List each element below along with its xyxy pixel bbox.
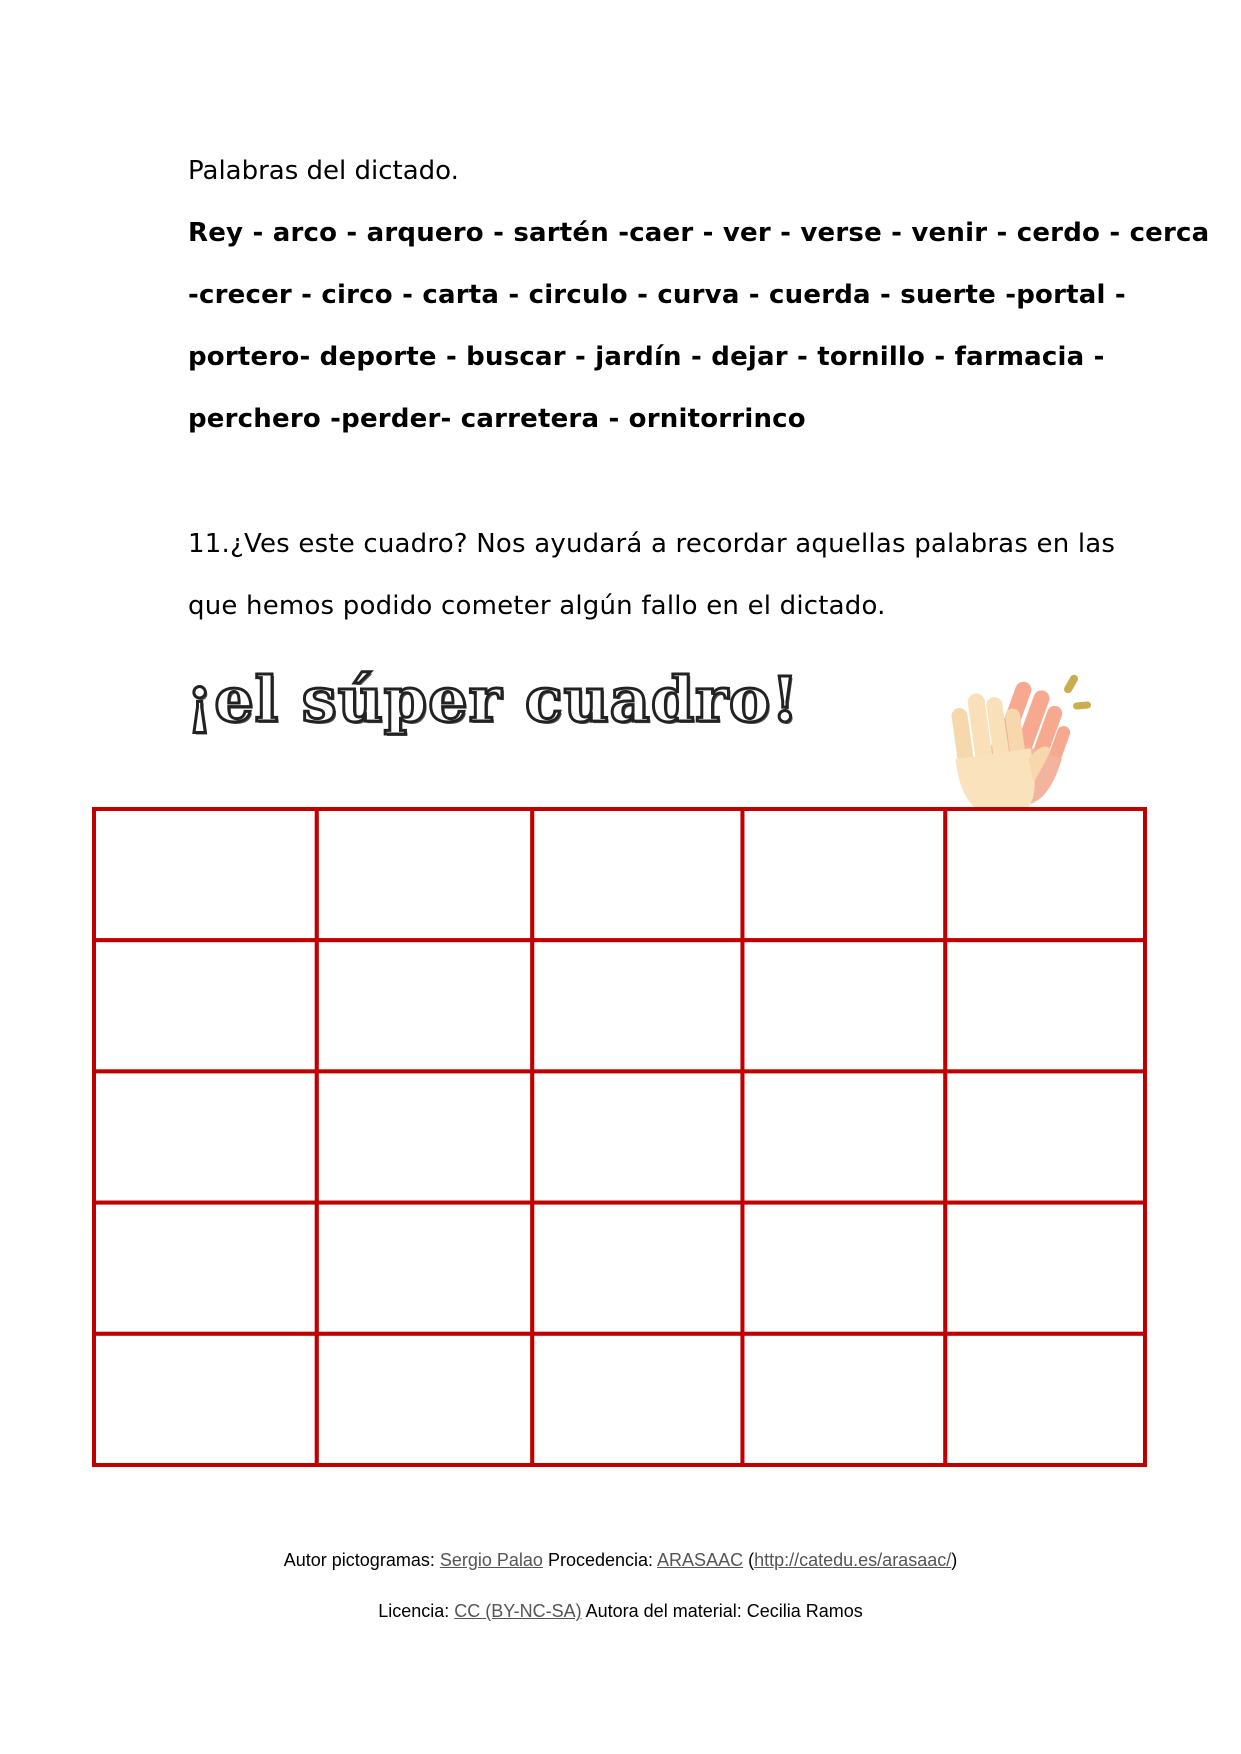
grid-cell — [532, 1334, 742, 1465]
footer-material-label: Autora del material: — [585, 1601, 742, 1621]
grid-cell — [94, 1334, 317, 1465]
dictation-heading: Palabras del dictado. — [188, 156, 459, 186]
clapping-hands-icon — [935, 662, 1095, 822]
grid-cell — [742, 1203, 945, 1334]
super-cuadro-title: ¡el súper cuadro! — [186, 663, 800, 736]
footer-license-line — [0, 1599, 1241, 1623]
grid-cell — [94, 809, 317, 940]
dictation-words-line-2: -crecer - circo - carta - circulo - curva - cuerda - suerte -portal - — [188, 280, 1126, 310]
grid-cell — [317, 940, 532, 1071]
grid-cell — [317, 1071, 532, 1202]
footer-material-author: Cecilia Ramos — [746, 1601, 863, 1621]
grid-cell — [945, 809, 1145, 940]
grid-cell — [742, 1334, 945, 1465]
dictation-words-line-3: portero- deporte - buscar - jardín - dejar - tornillo - farmacia - — [188, 342, 1105, 372]
footer-license-link[interactable]: CC (BY-NC-SA) — [454, 1601, 582, 1621]
grid-cell — [945, 940, 1145, 1071]
footer-author-link[interactable]: Sergio Palao — [439, 1550, 543, 1570]
grid-cell — [945, 1071, 1145, 1202]
grid-cell — [945, 1334, 1145, 1465]
super-cuadro-grid — [92, 807, 1147, 1467]
grid-cell — [317, 1334, 532, 1465]
footer-source-label: Procedencia: — [547, 1550, 654, 1570]
footer-url-close: ) — [951, 1550, 958, 1570]
dictation-words-line-4: perchero -perder- carretera - ornitorrinco — [188, 404, 806, 434]
footer-credits-line — [0, 1548, 1241, 1572]
footer-source-link[interactable]: ARASAAC — [657, 1550, 744, 1570]
footer-url-link[interactable]: http://catedu.es/arasaac/ — [754, 1550, 952, 1570]
footer-author-label: Autor pictogramas: — [283, 1550, 435, 1570]
exercise-question-line-2: que hemos podido cometer algún fallo en el dictado. — [188, 591, 886, 621]
dictation-words-line-1: Rey - arco - arquero - sartén -caer - ver - verse - venir - cerdo - cerca — [188, 218, 1210, 248]
exercise-question-line-1 — [188, 527, 1115, 561]
grid-cell — [317, 1203, 532, 1334]
footer-url-open: ( — [748, 1550, 755, 1570]
grid-cell — [94, 940, 317, 1071]
exercise-number: 11. — [188, 529, 230, 559]
grid-cell — [945, 1203, 1145, 1334]
exercise-question-text: ¿Ves este cuadro? Nos ayudará a recordar aquellas palabras en las — [230, 529, 1116, 559]
grid-cell — [532, 1203, 742, 1334]
grid-cell — [742, 809, 945, 940]
grid-cell — [532, 809, 742, 940]
grid-cell — [94, 1203, 317, 1334]
grid-cell — [94, 1071, 317, 1202]
footer-license-label: Licencia: — [378, 1601, 450, 1621]
grid-cell — [317, 809, 532, 940]
grid-cell — [742, 940, 945, 1071]
grid-cell — [532, 940, 742, 1071]
grid-cell — [532, 1071, 742, 1202]
grid-cell — [742, 1071, 945, 1202]
